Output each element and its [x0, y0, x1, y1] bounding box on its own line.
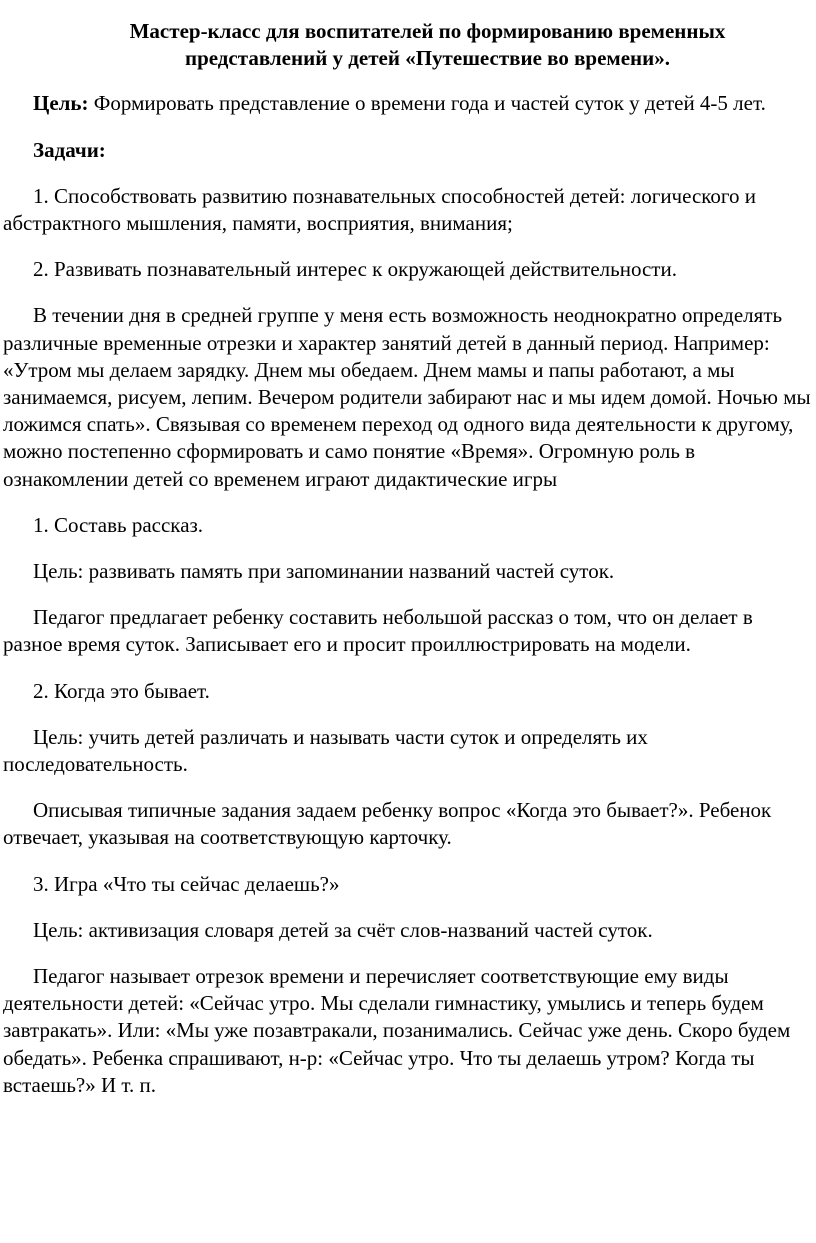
- game-2-description: Описывая типичные задания задаем ребенку вопрос «Когда это бывает?». Ребенок отвечает, указывая на соответствующую карточку.: [3, 798, 772, 850]
- game-1-goal: Цель: развивать память при запоминании названий частей суток.: [33, 559, 615, 584]
- game-3-goal: Цель: активизация словаря детей за счёт слов-названий частей суток.: [33, 917, 653, 942]
- game-1-title: 1. Составь рассказ.: [33, 512, 204, 537]
- game-3-description: Педагог называет отрезок времени и перечисляет соответствующие ему виды деятельности детей: «Сейчас утро. Мы сделали гимнастику, умылись и теперь будем завтракать». Или: «Мы уже позавтракали, позанимались. Сейчас уже день. Скоро будем обедать». Ребенка спрашивают, н-р: «Сейчас утро. Что ты делаешь утром? Когда ты встаешь?» И т. п.: [3, 964, 791, 1097]
- goal-paragraph: [3, 90, 812, 117]
- game-3-title: 3. Игра «Что ты сейчас делаешь?»: [33, 871, 340, 896]
- goal-text: Формировать представление о времени года и частей суток у детей 4-5 лет.: [88, 91, 766, 116]
- goal-label: Цель:: [33, 91, 89, 116]
- game-2-goal: Цель: учить детей различать и называть части суток и определять их последовательность.: [3, 724, 648, 777]
- title-line-1: Мастер-класс для воспитателей по формированию временных: [129, 19, 726, 43]
- document-title: [3, 18, 812, 72]
- game-2-title: 2. Когда это бывает.: [33, 678, 210, 703]
- intro-paragraph: В течении дня в средней группе у меня есть возможность неоднократно определять различные временные отрезки и характер занятий детей в данный период. Например: «Утром мы делаем зарядку. Днем мы обедаем. Днем мамы и папы работают, а мы занимаемся, рисуем, лепим. Вечером родители забирают нас и мы идем домой. Ночью мы ложимся спать». Связывая со временем переход од одного вида деятельности к другому, можно постепенно сформировать и само понятие «Время». Огромную роль в ознакомлении детей со временем играют дидактические игры: [3, 303, 811, 491]
- tasks-label: Задачи:: [33, 137, 106, 162]
- tasks-heading: [3, 137, 812, 164]
- task-1: 1. Способствовать развитию познавательных способностей детей: логического и абстрактного мышления, памяти, восприятия, внимания;: [3, 183, 757, 236]
- title-line-2: представлений у детей «Путешествие во времени».: [184, 46, 671, 71]
- task-2: 2. Развивать познавательный интерес к окружающей действительности.: [33, 257, 677, 282]
- game-1-description: Педагог предлагает ребенку составить небольшой рассказ о том, что он делает в разное время суток. Записывает его и просит проиллюстрировать на модели.: [3, 605, 753, 657]
